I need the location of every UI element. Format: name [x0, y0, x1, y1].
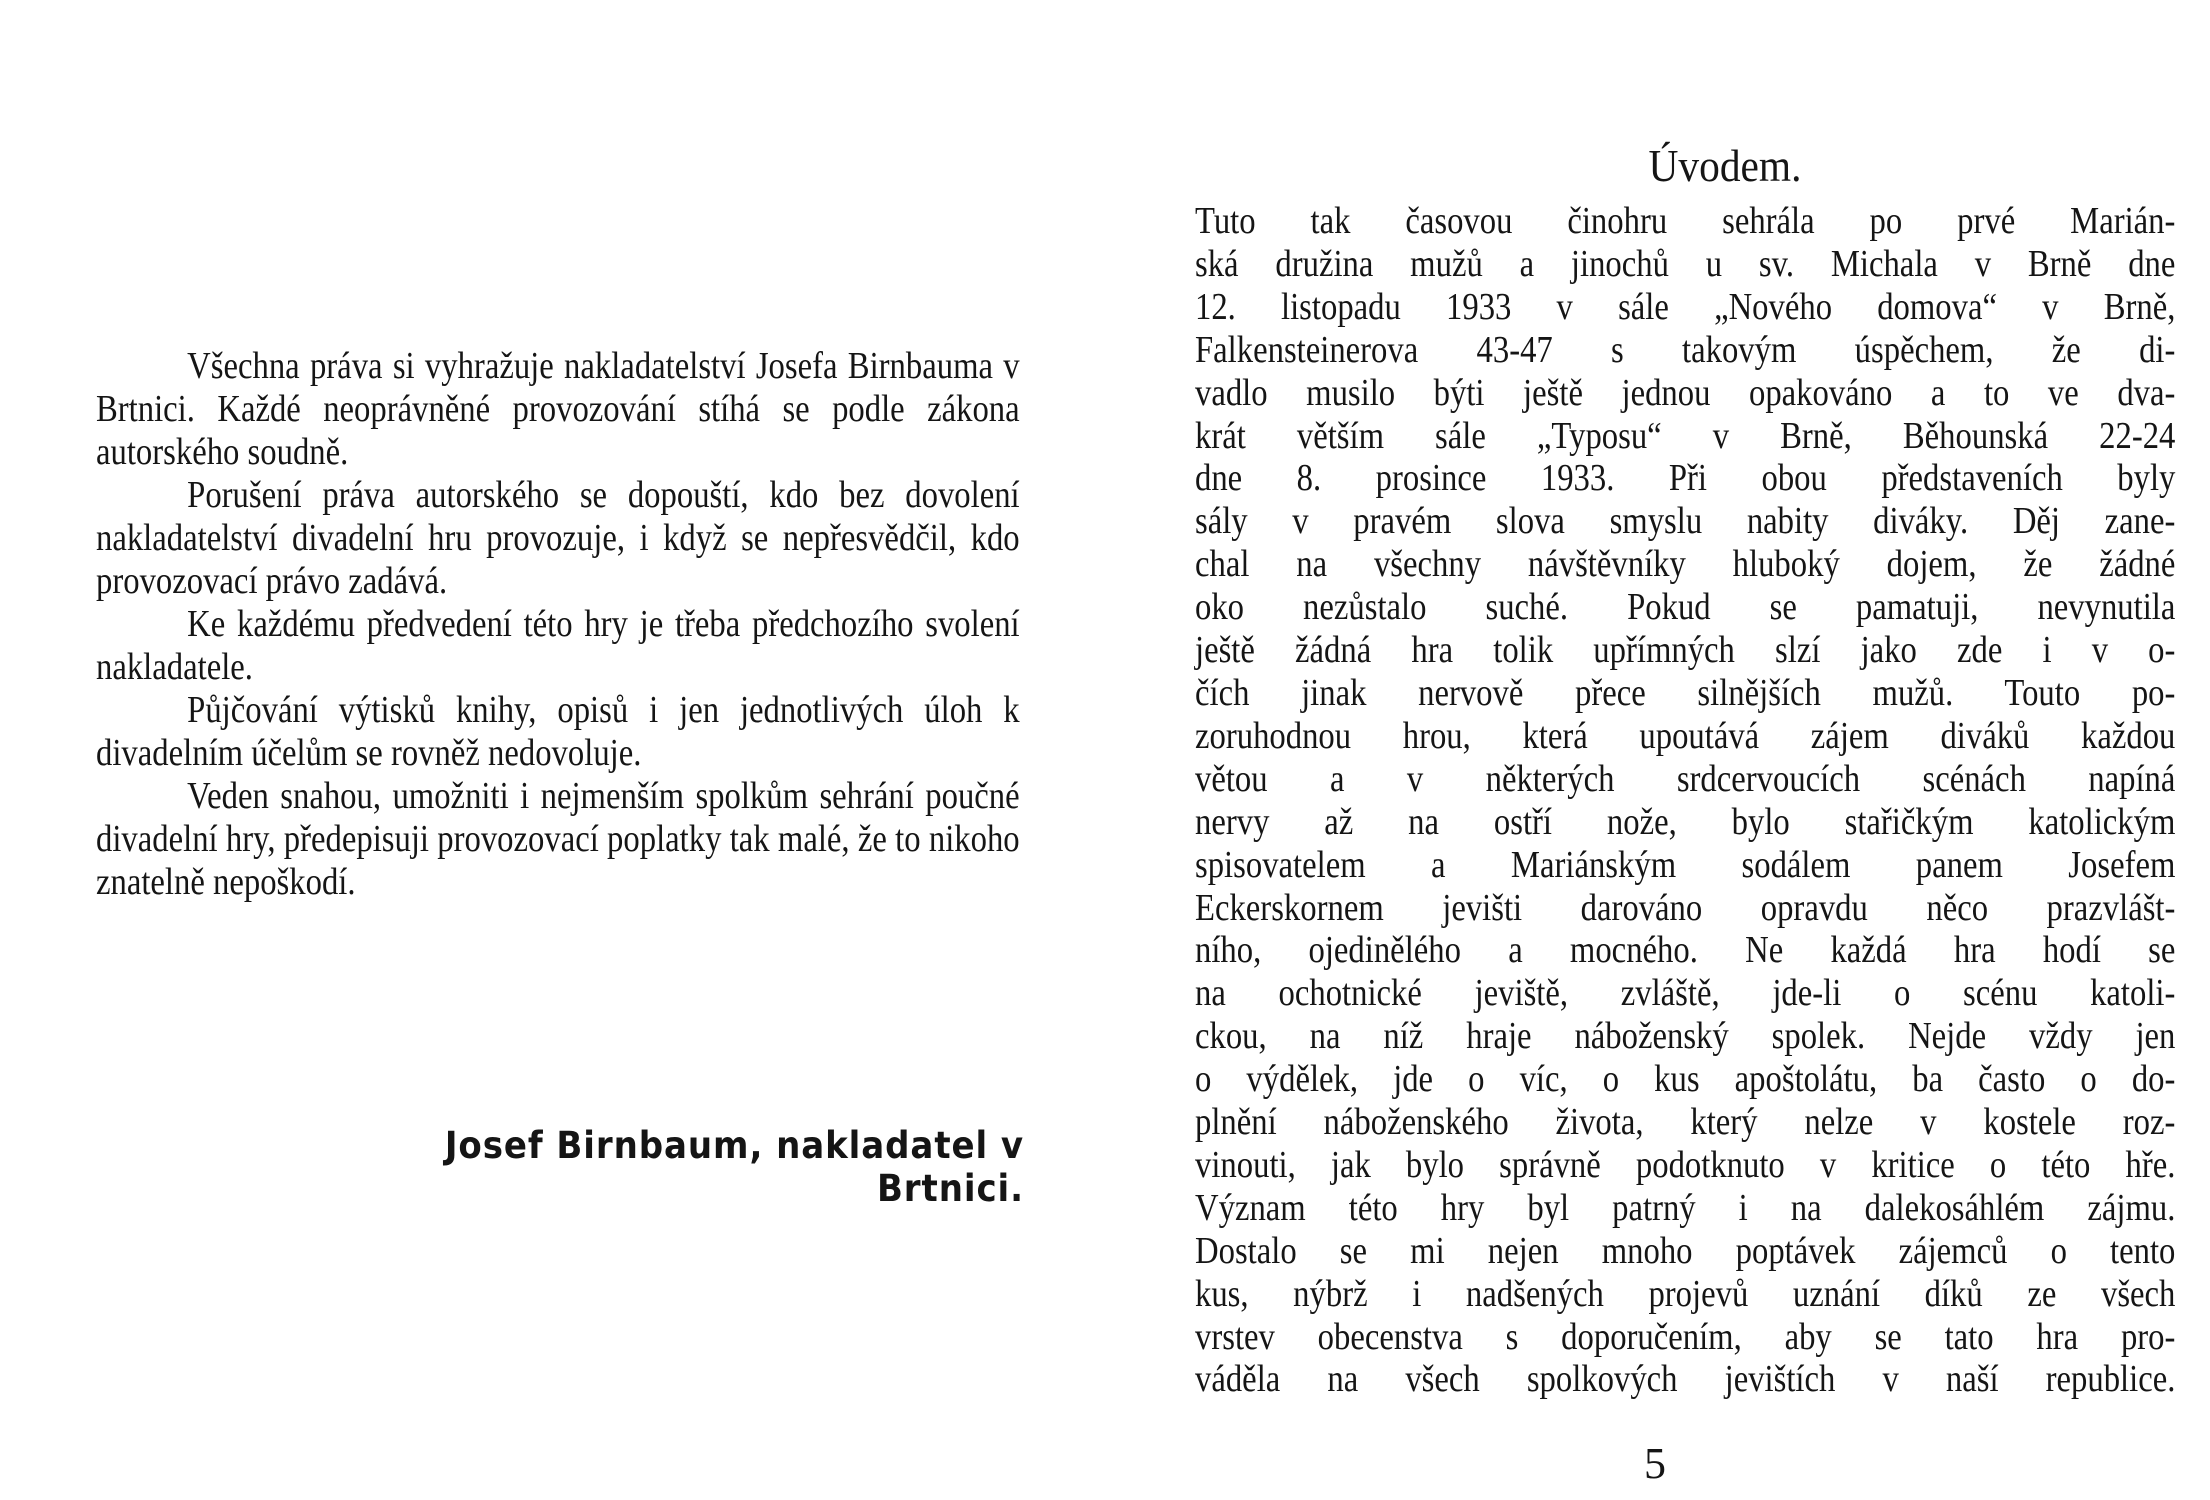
text-line: Dostalo se mi nejen mnoho poptávek zájemců o tento [1195, 1229, 2176, 1272]
text-line: Falkensteinerova 43-47 s takovým úspěchem, že di- [1195, 328, 2176, 371]
text-line: sály v pravém slova smyslu nabity diváky. Děj zane- [1195, 500, 2176, 543]
text-line: ního, ojedinělého a mocného. Ne každá hra hodí se [1195, 929, 2176, 972]
text-line: chal na všechny návštěvníky hluboký dojem, že žádné [1195, 543, 2176, 586]
copyright-notice [96, 345, 1020, 904]
page-number: 5 [1644, 1439, 1666, 1488]
text-line: na ochotnické jeviště, zvláště, jde-li o scénu katoli- [1195, 972, 2176, 1015]
text-line: dne 8. prosince 1933. Při obou představeních byly [1195, 457, 2176, 500]
text-line: o výdělek, jde o víc, o kus apoštolátu, ba často o do- [1195, 1058, 2176, 1101]
text-line: Význam této hry byl patrný i na dalekosáhlém zájmu. [1195, 1186, 2176, 1229]
paragraph-permission: Ke každému předvedení této hry je třeba předchozího svolení nakladatele. [96, 603, 1020, 688]
right-page [1105, 0, 2210, 1500]
page-title: Úvodem. [1648, 140, 1802, 191]
text-line: ská družina mužů a jinochů u sv. Michala v Brně dne [1195, 242, 2176, 285]
publisher-signature: Josef Birnbaum, nakladatel v Brtnici. [444, 1124, 1024, 1210]
text-line: nervy až na ostří nože, bylo stařičkým katolickým [1195, 800, 2176, 843]
introduction-text [1195, 200, 2175, 1401]
text-line: ještě žádná hra tolik upřímných slzí jako zde i v o- [1195, 629, 2176, 672]
text-line: vadlo musilo býti ještě jednou opakováno a to ve dva- [1195, 371, 2176, 414]
text-line: kus, nýbrž i nadšených projevů uznání díků ze všech [1195, 1272, 2176, 1315]
text-line: vrstev obecenstva s doporučením, aby se tato hra pro- [1195, 1315, 2176, 1358]
text-line: Tuto tak časovou činohru sehrála po prvé Marián- [1195, 200, 2176, 242]
text-line: čích jinak nervově přece silnějších mužů. Touto po- [1195, 671, 2176, 714]
paragraph-infringement: Porušení práva autorského se dopouští, kdo bez dovolení nakladatelství divadelní hru provozuje, i když se nepřesvědčil, kdo provozovací právo zadává. [96, 474, 1020, 602]
text-line: 12. listopadu 1933 v sále „Nového domova“ v Brně, [1195, 285, 2176, 328]
paragraph-lending: Půjčování výtisků knihy, opisů i jen jednotlivých úloh k divadelním účelům se rovněž nedovoluje. [96, 689, 1020, 774]
text-line: ckou, na níž hraje náboženský spolek. Nejde vždy jen [1195, 1015, 2176, 1058]
text-line: krát větším sále „Typosu“ v Brně, Běhounská 22-24 [1195, 414, 2176, 457]
paragraph-fees: Veden snahou, umožniti i nejmenším spolkům sehrání poučné divadelní hry, předepisuji provozovací poplatky tak malé, že to nikoho znatelně nepoškodí. [96, 775, 1020, 903]
text-line: spisovatelem a Mariánským sodálem panem Josefem [1195, 843, 2176, 886]
text-line: váděla na všech spolkových jevištích v naší republice. [1195, 1358, 2176, 1401]
text-line: zoruhodnou hrou, která upoutává zájem diváků každou [1195, 714, 2176, 757]
paragraph-rights: Všechna práva si vyhražuje nakladatelství Josefa Birnbauma v Brtnici. Každé neoprávněné provozování stíhá se podle zákona autorského soudně. [96, 345, 1020, 473]
text-line: větou a v některých srdcervoucích scénách napíná [1195, 757, 2176, 800]
text-line: Eckerskornem jevišti darováno opravdu něco prazvlášt- [1195, 886, 2176, 929]
text-line: oko nezůstalo suché. Pokud se pamatuji, nevynutila [1195, 586, 2176, 629]
text-line: vinouti, jak bylo správně podotknuto v kritice o této hře. [1195, 1143, 2176, 1186]
text-line: plnění náboženského života, který nelze v kostele roz- [1195, 1101, 2176, 1144]
